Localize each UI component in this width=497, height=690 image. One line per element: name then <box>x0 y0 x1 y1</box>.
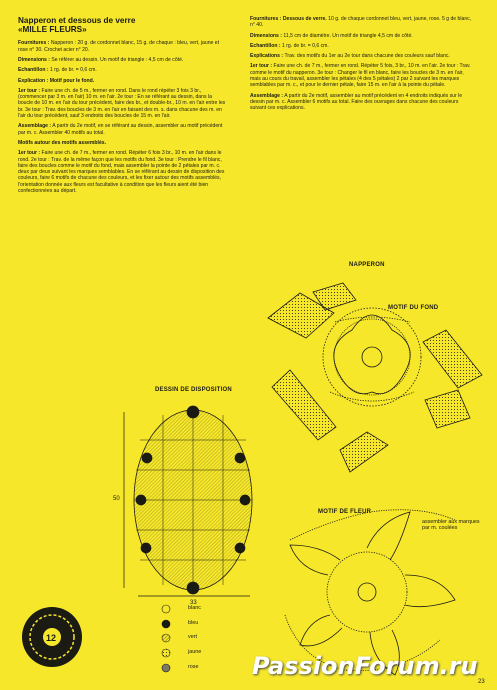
fleur-petal-5 <box>290 545 340 575</box>
title-line-2: «MILLE FLEURS» <box>18 25 87 35</box>
napperon-arm-bottom <box>340 432 388 472</box>
legend-swatch-jaune <box>162 649 170 657</box>
legend-swatch-blanc <box>162 605 170 613</box>
fournitures-label: Fournitures : <box>18 40 50 47</box>
r-assemblage-label: Assemblage : <box>250 92 284 99</box>
legend-swatches <box>162 605 170 672</box>
motif-outer-ring <box>323 308 421 406</box>
r-tour1-label: 1er tour : <box>250 63 273 70</box>
motifs-heading: Motifs autour des motifs assemblés. <box>18 139 107 146</box>
page-number: 23 <box>478 679 485 685</box>
r-fournitures-label: Fournitures : Dessous de verre. <box>250 16 327 22</box>
motif-petals <box>334 315 410 394</box>
fleur-petal-4 <box>300 615 342 646</box>
r-tour1-text: Faire une ch. de 7 m., fermer en rond. Répéter 5 fois, 3 br., 10 m. en l'air. 2e tour : Trav. comme le motif du napperon. 3e tour : Changer le fil en blanc, faire les boucles de 3 m. en l'air, mais au cours du travail, assembler les pétales (4 des 5 pétales) 2 par 2 suivant les marques semblables par m. c., et pour le dernier pétale, faire 15 m. en l'air à la pointe du pétale. <box>250 63 471 89</box>
explication-heading: Explication : Motif pour le fond. <box>18 77 95 84</box>
motif-fond-title: MOTIF DU FOND <box>388 305 439 311</box>
r-echantillon-label: Echantillon : <box>250 42 281 49</box>
legend-swatch-bleu <box>162 620 170 628</box>
r-dimensions-label: Dimensions : <box>250 32 282 39</box>
legend-blanc: blanc <box>188 605 201 611</box>
dim-width-label: 33 <box>190 600 197 606</box>
dimensions-text: Se référer au dessin. Un motif de triangle : 4,5 cm de côté. <box>51 57 184 63</box>
tour1-text: Faire une ch. de 5 m., fermer en rond. Dans le rond répéter 3 fois 3 br., (commencer par 3 m. en l'air) 10 m. en l'air. 2e tour : En se référant au dessin, dans la boucle de 10 m. en l'air du tour précédent, faire des br., et double-br., 10 m. en l'air entre les br. 3e tour : Trav. des boucles de 3 m. en l'air en faisant des m. s. dans chacune des m. en l'air du tour précédent, sauf 3 endroits des boucles de 15 m. en l'air. <box>18 87 226 120</box>
legend-jaune: jaune <box>188 649 202 655</box>
motifs-tour1-label: 1er tour : <box>18 150 41 157</box>
fournitures-text: Napperon : 20 g. de cordonnet blanc, 15 g. de chaque : bleu, vert, jaune et rose n° 30. Crochet acier n° 20. <box>18 40 220 53</box>
napperon-title: NAPPERON <box>349 262 385 268</box>
assembler-note: assembler aux marques par m. coulées <box>422 519 480 532</box>
motif-center <box>362 347 382 367</box>
title-line-1: Napperon et dessous de verre <box>18 16 136 25</box>
disposition-title: DESSIN DE DISPOSITION <box>155 387 232 393</box>
r-fournitures-text: 10 g. de chaque cordonnet bleu, vert, jaune, rose. 5 g de blanc, n° 40. <box>250 16 472 29</box>
watermark: PassionForum.ru <box>252 652 478 680</box>
napperon-arm-lowright <box>425 390 470 428</box>
r-dimensions-text: 11,5 cm de diamètre. Un motif de triangle 4,5 cm de côté. <box>283 32 413 39</box>
legend-bleu: bleu <box>188 620 199 626</box>
legend-vert: vert <box>188 634 197 640</box>
echantillon-text: 1 rg. de br. = 0,6 cm. <box>49 67 97 74</box>
fleur-diagram <box>285 510 455 675</box>
echantillon-label: Echantillon : <box>18 67 49 74</box>
r-explications-text: Trav. des motifs du 1er au 2e tour dans chacune des couleurs sauf blanc. <box>284 53 450 60</box>
r-echantillon-text: 1 rg. de br. = 0,6 cm. <box>281 42 329 49</box>
fleur-petal-1 <box>367 512 410 560</box>
motif-loops <box>330 317 414 401</box>
dimensions-label: Dimensions : <box>18 57 50 63</box>
tour1-label: 1er tour : <box>18 87 41 94</box>
assemblage-label: Assemblage : <box>18 123 52 130</box>
disposition-diagram <box>124 406 252 596</box>
r-assemblage-text: A partir du 2e motif, assembler au motif précédent en 4 endroits indiqués sur le dessin par m. c. Assembler 6 motifs au total. Faire des ouvrages dans chacune des couleurs suivant ces explications. <box>250 92 463 112</box>
badge-number: 12 <box>46 633 57 643</box>
napperon-diagram <box>268 283 482 472</box>
motif-fleur-title: MOTIF DE FLEUR <box>318 509 372 515</box>
r-explications-label: Explications : <box>250 53 284 60</box>
assemblage-text: A partir du 2e motif, en se référant au dessin, assembler au motif précédent par m. c. Assembler 40 motifs au total. <box>18 123 223 136</box>
legend-swatch-vert <box>162 634 170 642</box>
motifs-tour1-text: Faire une ch. de 7 m., fermer en rond. Répéter 6 fois 3 br., 10 m. en l'air dans le rond. 2e tour : Trav. de la même façon que les motifs du fond. 3e tour : Prendre le fil blanc, faire des boucles comme le motif du fond, mais assembler la pointe de 2 pétales par m. c. deux par deux suivant les marques semblables. En se référant au dessin de disposition des couleurs, faire 6 motifs de chacune des couleurs, et les fixer autour des motifs assemblés, l'orientation donnée aux fleurs est facultative à condition que les fleurs aient été bien confectionnées au départ. <box>18 150 225 195</box>
dim-height-label: 50 <box>113 496 120 502</box>
legend-swatch-rose <box>162 664 170 672</box>
napperon-arm-right <box>423 330 482 388</box>
legend-rose: rose <box>188 664 199 670</box>
fleur-petal-2 <box>405 575 455 607</box>
napperon-arm-lowleft <box>272 370 336 440</box>
